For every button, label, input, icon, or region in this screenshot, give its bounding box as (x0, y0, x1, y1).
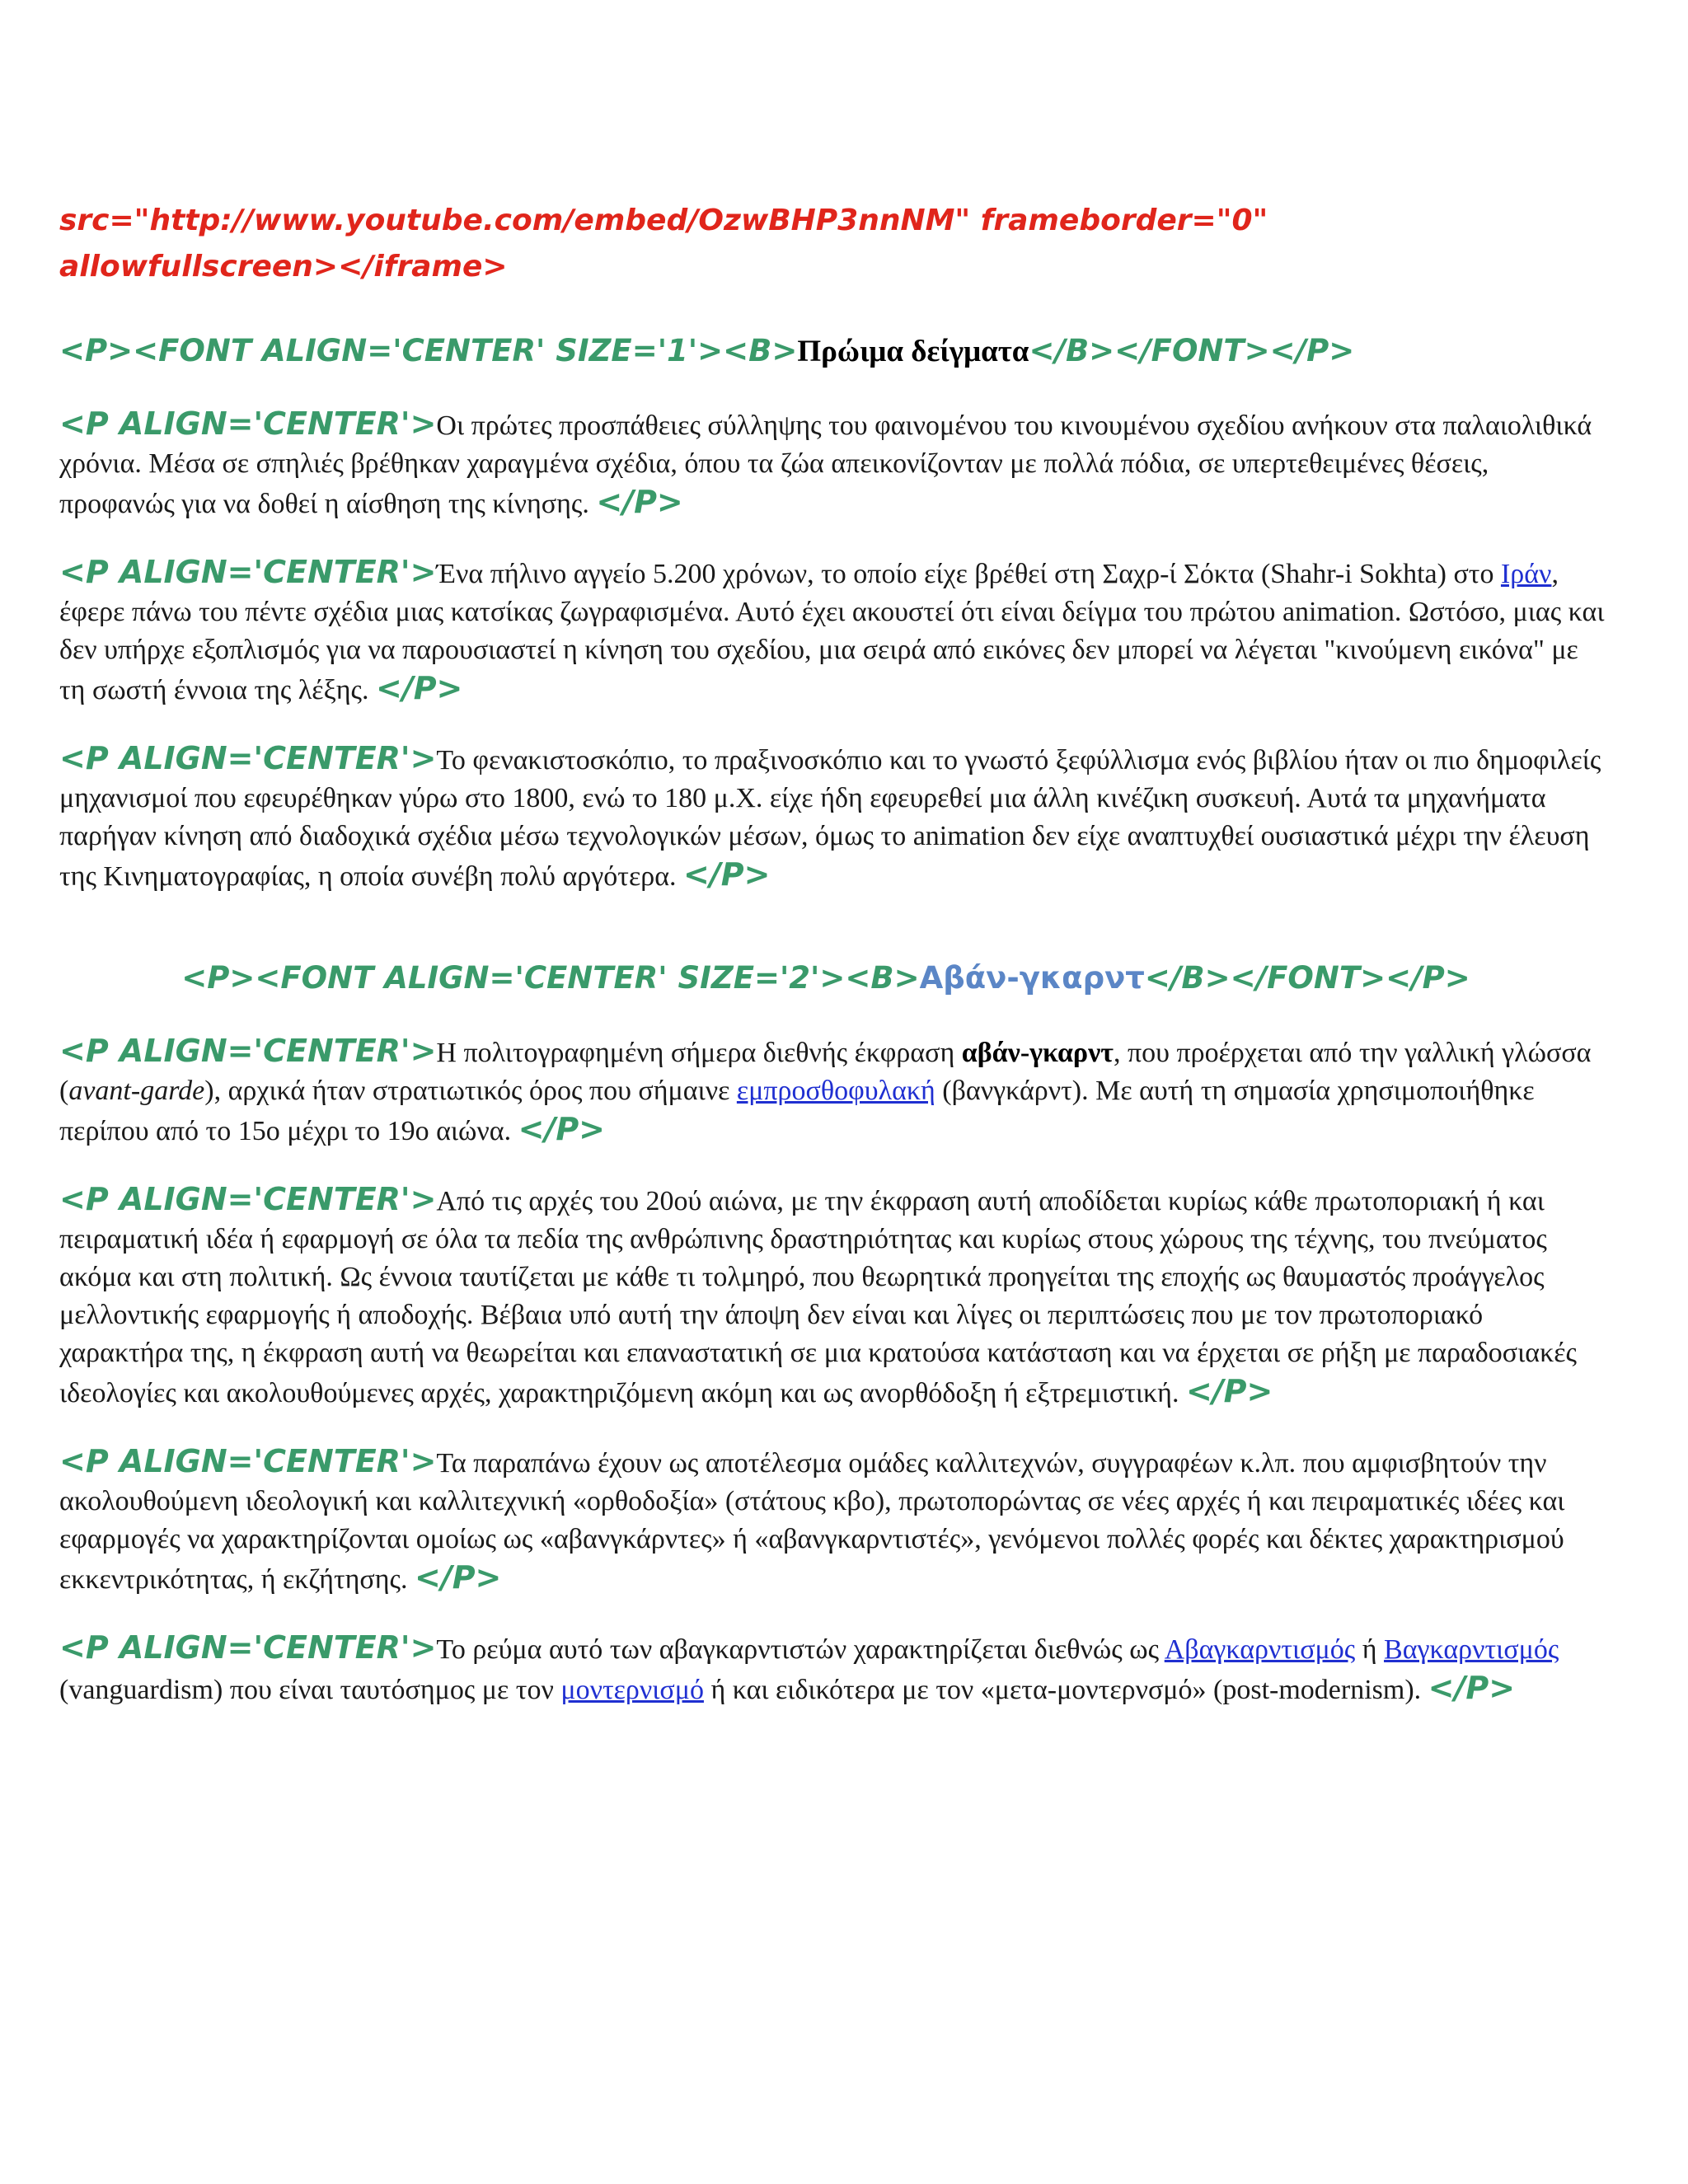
p-open-tag: <P ALIGN='CENTER'> (59, 1443, 437, 1479)
paragraph-5 (59, 1180, 1609, 1413)
link-vanguard[interactable]: εμπροσθοφυλακή (736, 1076, 935, 1106)
p-open-tag: <P ALIGN='CENTER'> (59, 740, 437, 776)
paragraph-6 (59, 1442, 1609, 1599)
paragraph-text: ), αρχικά ήταν στρατιωτικός όρος που σήμαινε (204, 1076, 737, 1106)
iframe-code (59, 198, 1609, 290)
link-modernism[interactable]: μοντερνισμό (560, 1675, 704, 1705)
p-close-tag: </P> (683, 856, 771, 893)
paragraph-3 (59, 739, 1609, 896)
link-iran[interactable]: Ιράν (1500, 559, 1552, 589)
p-close-tag: </P> (1428, 1670, 1516, 1706)
p-open-tag: <P ALIGN='CENTER'> (59, 554, 437, 590)
paragraph-text: Από τις αρχές του 20ού αιώνα, με την έκφραση αυτή αποδίδεται κυρίως κάθε πρωτοποριακή ή και πειραματική ιδέα ή εφαρμογή σε όλα τα πεδία της ανθρώπινης δραστηριότητας και κυρίως στους χώρους της τέχνης, του πνεύματος ακόμα και στη πολιτική. Ως έννοια ταυτίζεται με κάθε τι τολμηρό, που θεωρητικά προηγείται της εποχής ως θαυμαστός προάγγελος μελλοντικής εφαρμογής ή αποδοχής. Βέβαια υπό αυτή την άποψη δεν είναι και λίγες οι περιπτώσεις που με τον πρωτοποριακό χαρακτήρα της, η έκφραση αυτή να θεωρείται και επαναστατική σε μια κρατούσα κατάσταση και να έρχεται σε ρήξη με παραδοσιακές ιδεολογίες και ακολουθούμενες αρχές, χαρακτηριζόμενη ακόμη και ως ανορθόδοξη ή εξτρεμιστική. (59, 1186, 1577, 1408)
paragraph-text: Το φενακιστοσκόπιο, το πραξινοσκόπιο και το γνωστό ξεφύλλισμα ενός βιβλίου ήταν οι πιο δημοφιλείς μηχανισμοί που εφευρέθηκαν γύρω στο 1800, ενώ το 180 μ.Χ. είχε ήδη εφευρεθεί μια άλλη κινέζικη συσκευή. Αυτά τα μηχανήματα παρήγαν κίνηση από διαδοχικά σχέδια μέσω τεχνολογικών μέσων, όμως το animation δεν είχε αναπτυχθεί ουσιαστικά μέχρι την έλευση της Κινηματογραφίας, η οποία συνέβη πολύ αργότερα. (59, 745, 1601, 892)
link-avangardism[interactable]: Αβαγκαρντισμός (1164, 1634, 1356, 1665)
heading-title: Πρώιμα δείγματα (797, 335, 1029, 368)
paragraph-text: , έφερε πάνω του πέντε σχέδια μιας κατσίκας ζωγραφισμένα. Αυτό έχει ακουστεί ότι είναι δείγμα του πρώτου animation. Ωστόσο, μιας και δεν υπήρχε εξοπλισμός για να παρουσιαστεί η κίνηση του σχεδίου, μια σειρά από εικόνες δεν μπορεί να λέγεται "κινούμενη εικόνα" με τη σωστή έννοια της λέξης. (59, 559, 1605, 705)
paragraph-7 (59, 1629, 1609, 1709)
iframe-code-line-2: allowfullscreen></iframe> (59, 250, 508, 284)
bold-term: αβάν-γκαρντ (961, 1038, 1114, 1068)
paragraph-text: Το ρεύμα αυτό των αβαγκαρντιστών χαρακτηρίζεται διεθνώς ως (436, 1634, 1165, 1665)
paragraph-text: Οι πρώτες προσπάθειες σύλληψης του φαινομένου του κινουμένου σχεδίου ανήκουν στα παλαιολιθικά χρόνια. Μέσα σε σπηλιές βρέθηκαν χαραγμένα σχέδια, όπου τα ζώα απεικονίζονταν με πολλά πόδια, σε υπερτεθειμένες θέσεις, προφανώς για να δοθεί η αίσθηση της κίνησης. (59, 410, 1592, 519)
paragraph-1 (59, 405, 1609, 523)
paragraph-text: (vanguardism) που είναι ταυτόσημος με τον (59, 1675, 561, 1705)
heading-title: Αβάν-γκαρντ (919, 960, 1145, 996)
p-open-tag: <P ALIGN='CENTER'> (59, 1181, 437, 1217)
heading-early-samples (59, 328, 1609, 375)
iframe-code-line-1: src="http://www.youtube.com/embed/OzwBHP3nnNM" frameborder="0" (59, 204, 1268, 237)
link-vangardism[interactable]: Βαγκαρντισμός (1384, 1634, 1559, 1665)
p-open-tag: <P ALIGN='CENTER'> (59, 1033, 437, 1069)
p-close-tag: </P> (414, 1559, 502, 1596)
paragraph-text: Τα παραπάνω έχουν ως αποτέλεσμα ομάδες καλλιτεχνών, συγγραφέων κ.λπ. που αμφισβητούν την ακολουθούμενη ιδεολογική και καλλιτεχνική «ορθοδοξία» (στάτους κβο), πρωτοπορώντας σε νέες αρχές ή και πειραματικές ιδέες και εφαρμογές να χαρακτηρίζονται ομοίως ως «αβανγκάρντες» ή «αβανγκαρντιστές», γενόμενοι πολλές φορές και δέκτες χαρακτηρισμού εκκεντρικότητας, ή εκζήτησης. (59, 1448, 1565, 1595)
heading-open-tag: <P><FONT ALIGN='CENTER' SIZE='1'><B> (59, 333, 798, 368)
paragraph-4 (59, 1032, 1609, 1151)
heading-open-tag: <P><FONT ALIGN='CENTER' SIZE='2'><B> (181, 960, 920, 996)
heading-avant-garde (59, 955, 1609, 1002)
p-close-tag: </P> (1185, 1373, 1273, 1409)
paragraph-text: , που προέρχεται από την γαλλική γλώσσα ( (59, 1038, 1592, 1106)
p-open-tag: <P ALIGN='CENTER'> (59, 405, 437, 442)
paragraph-text: ή και ειδικότερα με τον «μετα-μοντερνσμό» (post-modernism). (703, 1675, 1428, 1705)
p-open-tag: <P ALIGN='CENTER'> (59, 1629, 437, 1666)
paragraph-2 (59, 553, 1609, 710)
heading-close-tag: </B></FONT></P> (1144, 960, 1470, 996)
p-close-tag: </P> (375, 670, 463, 706)
p-close-tag: </P> (596, 484, 683, 520)
paragraph-text: Ένα πήλινο αγγείο 5.200 χρόνων, το οποίο είχε βρέθεί στη Σαχρ-ί Σόκτα (Shahr-i Sokhta) στο (436, 559, 1501, 589)
document-page (59, 198, 1609, 1739)
heading-close-tag: </B></FONT></P> (1029, 333, 1355, 368)
p-close-tag: </P> (518, 1111, 606, 1147)
paragraph-text: (βανγκάρντ). Με αυτή τη σημασία χρησιμοποιήθηκε περίπου από το 15ο μέχρι το 19ο αιώνα. (59, 1076, 1535, 1146)
italic-term: avant-garde (68, 1076, 205, 1106)
paragraph-text: Η πολιτογραφημένη σήμερα διεθνής έκφραση (436, 1038, 962, 1068)
paragraph-text: ή (1355, 1634, 1385, 1665)
